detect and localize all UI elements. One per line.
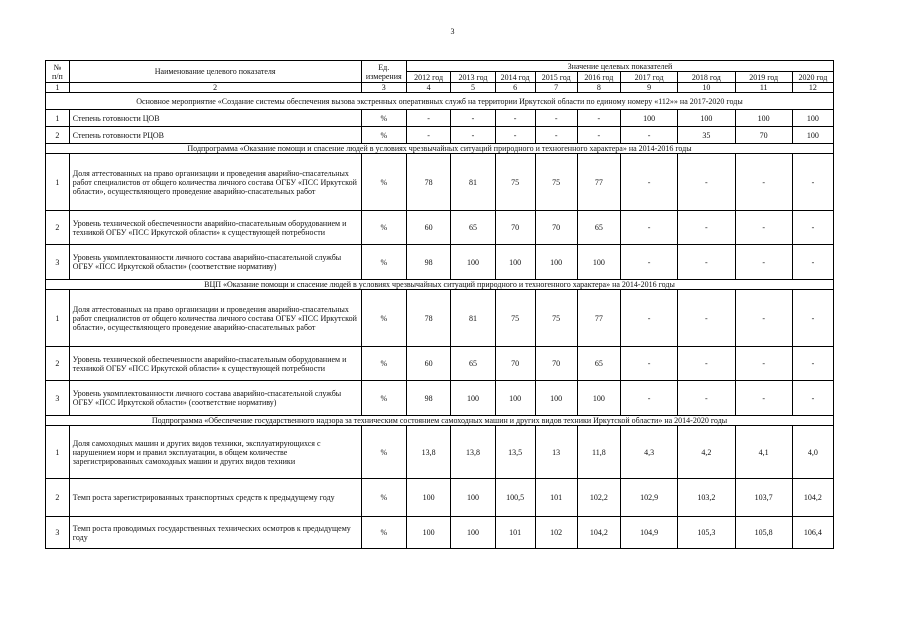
value-cell: - bbox=[792, 347, 833, 381]
table-row bbox=[46, 245, 834, 280]
value-cell: 100 bbox=[451, 245, 495, 280]
value-cell: 11,8 bbox=[577, 426, 620, 479]
value-cell: 100 bbox=[577, 381, 620, 416]
value-cell: 100 bbox=[495, 381, 535, 416]
value-cell: 103,2 bbox=[678, 479, 735, 517]
table-row bbox=[46, 479, 834, 517]
value-cell: 100 bbox=[620, 110, 677, 127]
value-cell: 104,2 bbox=[792, 479, 833, 517]
row-number: 3 bbox=[46, 517, 70, 549]
column-number: 1 bbox=[46, 83, 70, 93]
table-row bbox=[46, 517, 834, 549]
value-cell: 101 bbox=[535, 479, 577, 517]
value-cell: 70 bbox=[495, 347, 535, 381]
value-cell: 4,0 bbox=[792, 426, 833, 479]
value-cell: 100 bbox=[735, 110, 792, 127]
value-cell: 81 bbox=[451, 290, 495, 347]
row-number: 1 bbox=[46, 154, 70, 211]
section-row bbox=[46, 93, 834, 110]
target-indicators-table bbox=[45, 60, 834, 549]
value-cell: 78 bbox=[406, 154, 450, 211]
value-cell: 103,7 bbox=[735, 479, 792, 517]
row-number: 2 bbox=[46, 211, 70, 245]
value-cell: 65 bbox=[577, 347, 620, 381]
indicator-name: Степень готовности ЦОВ bbox=[69, 110, 361, 127]
value-cell: - bbox=[792, 154, 833, 211]
column-number: 6 bbox=[495, 83, 535, 93]
value-cell: - bbox=[451, 110, 495, 127]
table-row bbox=[46, 290, 834, 347]
value-cell: 75 bbox=[495, 290, 535, 347]
section-title: ВЦП «Оказание помощи и спасение людей в условиях чрезвычайных ситуаций природного и техногенного характера» на 2014-2016 годы bbox=[46, 280, 834, 290]
value-cell: - bbox=[735, 290, 792, 347]
table-row bbox=[46, 154, 834, 211]
unit-cell: % bbox=[361, 154, 406, 211]
indicator-name: Уровень укомплектованности личного состава аварийно-спасательной службы ОГБУ «ПСС Иркутской области» (соответствие нормативу) bbox=[69, 381, 361, 416]
header-year: 2019 год bbox=[735, 72, 792, 83]
value-cell: 98 bbox=[406, 245, 450, 280]
row-number: 1 bbox=[46, 290, 70, 347]
header-year: 2018 год bbox=[678, 72, 735, 83]
value-cell: - bbox=[792, 245, 833, 280]
indicator-name: Уровень технической обеспеченности аварийно-спасательным оборудованием и техникой ОГБУ «ПСС Иркутской области» к существующей потребности bbox=[69, 211, 361, 245]
value-cell: - bbox=[792, 211, 833, 245]
value-cell: 100 bbox=[792, 127, 833, 144]
value-cell: - bbox=[678, 290, 735, 347]
value-cell: - bbox=[406, 127, 450, 144]
value-cell: - bbox=[620, 245, 677, 280]
value-cell: 100 bbox=[577, 245, 620, 280]
section-title: Основное мероприятие «Создание системы обеспечения вызова экстренных оперативных служб на территории Иркутской области по единому номеру «112»» на 2017-2020 годы bbox=[46, 93, 834, 110]
unit-cell: % bbox=[361, 290, 406, 347]
value-cell: - bbox=[792, 290, 833, 347]
indicator-name: Доля аттестованных на право организации и проведения аварийно-спасательных работ специалистов от общего количества личного состава ОГБУ «ПСС Иркутской области», осуществляющего проведение аварийно-спасательных работ bbox=[69, 154, 361, 211]
header-year: 2020 год bbox=[792, 72, 833, 83]
value-cell: - bbox=[620, 347, 677, 381]
value-cell: - bbox=[735, 347, 792, 381]
header-year: 2014 год bbox=[495, 72, 535, 83]
value-cell: - bbox=[735, 381, 792, 416]
value-cell: 81 bbox=[451, 154, 495, 211]
header-year: 2013 год bbox=[451, 72, 495, 83]
value-cell: - bbox=[735, 245, 792, 280]
row-number: 3 bbox=[46, 245, 70, 280]
value-cell: 105,8 bbox=[735, 517, 792, 549]
value-cell: 13,8 bbox=[451, 426, 495, 479]
column-number: 11 bbox=[735, 83, 792, 93]
value-cell: - bbox=[620, 127, 677, 144]
indicator-name: Доля самоходных машин и других видов техники, эксплуатирующихся с нарушением норм и правил эксплуатации, в общем количестве зарегистрированных самоходных машин и других видов техники bbox=[69, 426, 361, 479]
value-cell: 77 bbox=[577, 154, 620, 211]
value-cell: 78 bbox=[406, 290, 450, 347]
value-cell: - bbox=[495, 127, 535, 144]
value-cell: 100 bbox=[535, 381, 577, 416]
column-number: 8 bbox=[577, 83, 620, 93]
row-number: 2 bbox=[46, 347, 70, 381]
table-row bbox=[46, 127, 834, 144]
value-cell: 101 bbox=[495, 517, 535, 549]
value-cell: 13 bbox=[535, 426, 577, 479]
unit-cell: % bbox=[361, 347, 406, 381]
table-row bbox=[46, 211, 834, 245]
unit-cell: % bbox=[361, 245, 406, 280]
value-cell: 100 bbox=[406, 479, 450, 517]
indicator-name: Темп роста проводимых государственных технических осмотров к предыдущему году bbox=[69, 517, 361, 549]
row-number: 1 bbox=[46, 110, 70, 127]
value-cell: 35 bbox=[678, 127, 735, 144]
section-title: Подпрограмма «Обеспечение государственного надзора за техническим состоянием самоходных машин и других видов техники Иркутской области» на 2014-2020 годы bbox=[46, 416, 834, 426]
value-cell: - bbox=[577, 110, 620, 127]
header-year: 2016 год bbox=[577, 72, 620, 83]
value-cell: 100,5 bbox=[495, 479, 535, 517]
value-cell: - bbox=[406, 110, 450, 127]
header-values-group: Значение целевых показателей bbox=[406, 61, 833, 72]
value-cell: 75 bbox=[495, 154, 535, 211]
value-cell: 102 bbox=[535, 517, 577, 549]
value-cell: 4,2 bbox=[678, 426, 735, 479]
value-cell: - bbox=[678, 381, 735, 416]
value-cell: 100 bbox=[451, 517, 495, 549]
row-number: 1 bbox=[46, 426, 70, 479]
section-row bbox=[46, 416, 834, 426]
indicator-name: Доля аттестованных на право организации и проведения аварийно-спасательных работ специалистов от общего количества личного состава ОГБУ «ПСС Иркутской области», осуществляющего проведение аварийно-спасательных работ bbox=[69, 290, 361, 347]
header-unit: Ед. измерения bbox=[361, 61, 406, 83]
value-cell: 100 bbox=[406, 517, 450, 549]
value-cell: 100 bbox=[678, 110, 735, 127]
value-cell: 100 bbox=[451, 479, 495, 517]
indicator-name: Уровень технической обеспеченности аварийно-спасательным оборудованием и техникой ОГБУ «ПСС Иркутской области» к существующей потребности bbox=[69, 347, 361, 381]
value-cell: 75 bbox=[535, 290, 577, 347]
value-cell: 106,4 bbox=[792, 517, 833, 549]
unit-cell: % bbox=[361, 127, 406, 144]
indicator-name: Уровень укомплектованности личного состава аварийно-спасательной службы ОГБУ «ПСС Иркутской области» (соответствие нормативу) bbox=[69, 245, 361, 280]
value-cell: - bbox=[535, 110, 577, 127]
column-number: 7 bbox=[535, 83, 577, 93]
value-cell: 100 bbox=[495, 245, 535, 280]
value-cell: 4,1 bbox=[735, 426, 792, 479]
column-number: 3 bbox=[361, 83, 406, 93]
value-cell: 102,9 bbox=[620, 479, 677, 517]
unit-cell: % bbox=[361, 479, 406, 517]
value-cell: 104,9 bbox=[620, 517, 677, 549]
value-cell: - bbox=[678, 347, 735, 381]
section-row bbox=[46, 280, 834, 290]
value-cell: 105,3 bbox=[678, 517, 735, 549]
value-cell: - bbox=[735, 211, 792, 245]
section-row bbox=[46, 144, 834, 154]
header-num: № п/п bbox=[46, 61, 70, 83]
unit-cell: % bbox=[361, 211, 406, 245]
value-cell: - bbox=[735, 154, 792, 211]
value-cell: - bbox=[577, 127, 620, 144]
table-row bbox=[46, 110, 834, 127]
column-number: 5 bbox=[451, 83, 495, 93]
value-cell: - bbox=[678, 245, 735, 280]
header-year: 2017 год bbox=[620, 72, 677, 83]
value-cell: - bbox=[451, 127, 495, 144]
header-name: Наименование целевого показателя bbox=[69, 61, 361, 83]
page-number: 3 bbox=[450, 27, 455, 36]
unit-cell: % bbox=[361, 110, 406, 127]
value-cell: 60 bbox=[406, 347, 450, 381]
column-number: 4 bbox=[406, 83, 450, 93]
column-number: 9 bbox=[620, 83, 677, 93]
value-cell: 102,2 bbox=[577, 479, 620, 517]
value-cell: - bbox=[678, 154, 735, 211]
value-cell: 70 bbox=[495, 211, 535, 245]
section-title: Подпрограмма «Оказание помощи и спасение людей в условиях чрезвычайных ситуаций природного и техногенного характера» на 2014-2016 годы bbox=[46, 144, 834, 154]
value-cell: 13,8 bbox=[406, 426, 450, 479]
value-cell: 100 bbox=[451, 381, 495, 416]
indicator-name: Степень готовности РЦОВ bbox=[69, 127, 361, 144]
value-cell: 70 bbox=[535, 211, 577, 245]
value-cell: 13,5 bbox=[495, 426, 535, 479]
value-cell: - bbox=[620, 211, 677, 245]
value-cell: 70 bbox=[735, 127, 792, 144]
row-number: 3 bbox=[46, 381, 70, 416]
unit-cell: % bbox=[361, 381, 406, 416]
column-number: 10 bbox=[678, 83, 735, 93]
value-cell: - bbox=[678, 211, 735, 245]
value-cell: 75 bbox=[535, 154, 577, 211]
column-number: 12 bbox=[792, 83, 833, 93]
unit-cell: % bbox=[361, 517, 406, 549]
value-cell: 65 bbox=[451, 211, 495, 245]
value-cell: - bbox=[535, 127, 577, 144]
row-number: 2 bbox=[46, 127, 70, 144]
value-cell: 4,3 bbox=[620, 426, 677, 479]
value-cell: 65 bbox=[577, 211, 620, 245]
column-number: 2 bbox=[69, 83, 361, 93]
table-row bbox=[46, 347, 834, 381]
header-year: 2012 год bbox=[406, 72, 450, 83]
value-cell: 100 bbox=[792, 110, 833, 127]
value-cell: 65 bbox=[451, 347, 495, 381]
value-cell: - bbox=[620, 290, 677, 347]
header-year: 2015 год bbox=[535, 72, 577, 83]
value-cell: 70 bbox=[535, 347, 577, 381]
row-number: 2 bbox=[46, 479, 70, 517]
value-cell: 77 bbox=[577, 290, 620, 347]
value-cell: - bbox=[792, 381, 833, 416]
table-row bbox=[46, 381, 834, 416]
value-cell: - bbox=[620, 154, 677, 211]
value-cell: - bbox=[620, 381, 677, 416]
value-cell: - bbox=[495, 110, 535, 127]
value-cell: 100 bbox=[535, 245, 577, 280]
value-cell: 60 bbox=[406, 211, 450, 245]
indicator-name: Темп роста зарегистрированных транспортных средств к предыдущему году bbox=[69, 479, 361, 517]
table-row bbox=[46, 426, 834, 479]
value-cell: 98 bbox=[406, 381, 450, 416]
unit-cell: % bbox=[361, 426, 406, 479]
value-cell: 104,2 bbox=[577, 517, 620, 549]
